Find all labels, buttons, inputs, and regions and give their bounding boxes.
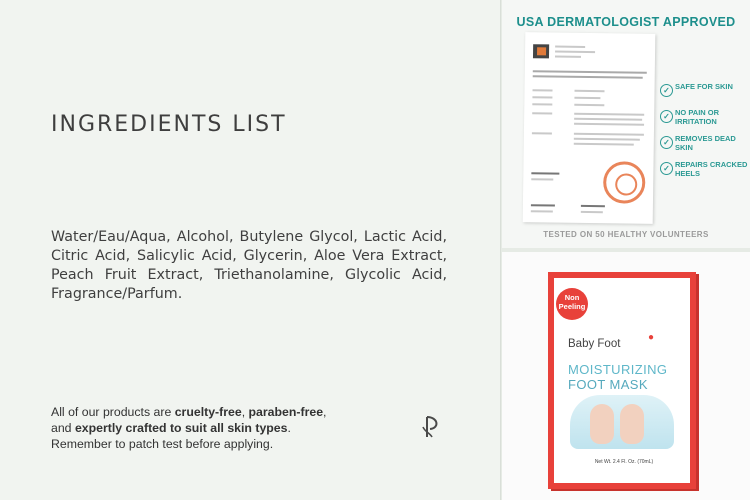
ingredients-text: Water/Eau/Aqua, Alcohol, Butylene Glycol, Lactic Acid, Citric Acid, Salicylic Acid, Glycerin, Aloe Vera Extract, Peach Fruit Extract, Triethanolamine, Glycolic Acid, Fragrance/Parfum.	[51, 229, 447, 302]
claims-line3: Remember to patch test before applying.	[51, 437, 274, 451]
check-icon: ✓	[660, 84, 673, 97]
certificate-logo-accent	[537, 47, 546, 55]
claim-expertly-crafted: expertly crafted to suit all skin types	[74, 421, 288, 435]
test-certificate-document	[523, 32, 656, 224]
brand-logo-icon	[418, 413, 446, 441]
panel-divider	[500, 0, 501, 500]
dermatologist-card	[502, 0, 750, 248]
benefit-item	[660, 160, 750, 185]
certification-seal-icon	[603, 161, 646, 204]
dermatologist-title: USA DERMATOLOGIST APPROVED	[516, 15, 736, 29]
product-name-line2: FOOT MASK	[568, 377, 648, 392]
benefit-label: SAFE FOR SKIN	[675, 82, 733, 91]
benefit-label: REPAIRS CRACKED HEELS	[675, 160, 748, 178]
ingredients-heading: INGREDIENTS LIST	[51, 112, 287, 137]
benefit-item	[660, 134, 750, 159]
product-name-line1: MOISTURIZING	[568, 362, 668, 377]
claims-comma2: ,	[323, 405, 327, 419]
benefit-item	[660, 82, 750, 107]
foot-logo-icon: ●	[648, 332, 655, 343]
claims-line1-prefix: All of our products are	[51, 405, 175, 419]
claims-line2-prefix: and	[51, 421, 75, 435]
product-claims	[51, 404, 381, 452]
benefit-label: NO PAIN OR IRRITATION	[675, 108, 720, 126]
claim-cruelty-free: cruelty-free	[174, 405, 242, 419]
benefits-list	[660, 82, 750, 186]
foot-right-icon	[620, 404, 644, 444]
product-box-image	[548, 272, 696, 489]
non-peeling-badge: Non Peeling	[556, 288, 588, 320]
check-icon: ✓	[660, 162, 673, 175]
claims-comma: ,	[241, 405, 249, 419]
foot-left-icon	[590, 404, 614, 444]
benefit-item	[660, 108, 750, 133]
net-weight: Net Wt. 2.4 Fl. Oz. (70mL)	[594, 459, 654, 465]
product-card	[502, 252, 750, 500]
product-brand: Baby Foot	[568, 338, 621, 350]
check-icon: ✓	[660, 110, 673, 123]
claim-paraben-free: paraben-free	[248, 405, 324, 419]
benefit-label: REMOVES DEAD SKIN	[675, 134, 736, 152]
claims-period: .	[287, 421, 291, 435]
tested-footer: TESTED ON 50 HEALTHY VOLUNTEERS	[543, 230, 709, 239]
check-icon: ✓	[660, 136, 673, 149]
